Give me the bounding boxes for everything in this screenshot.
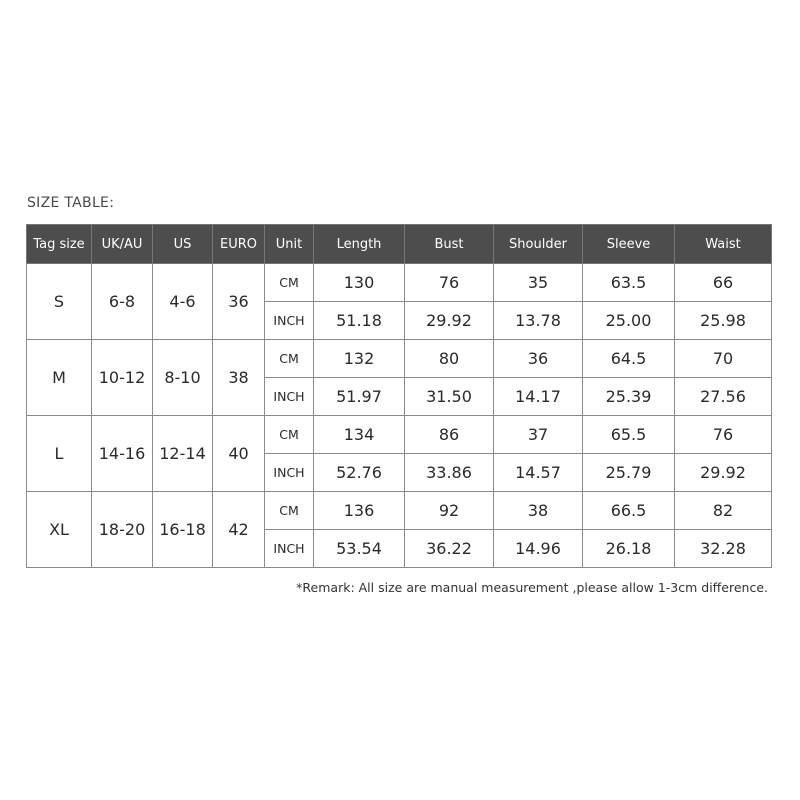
bust-cell: 33.86 <box>405 454 494 492</box>
bust-cell: 92 <box>405 492 494 530</box>
waist-cell: 76 <box>675 416 772 454</box>
waist-cell: 70 <box>675 340 772 378</box>
length-cell: 130 <box>314 264 405 302</box>
waist-cell: 66 <box>675 264 772 302</box>
us-cell: 8-10 <box>153 340 213 416</box>
bust-cell: 31.50 <box>405 378 494 416</box>
header-tag-size: Tag size <box>27 225 92 264</box>
shoulder-cell: 14.17 <box>494 378 583 416</box>
header-sleeve: Sleeve <box>583 225 675 264</box>
euro-cell: 36 <box>213 264 265 340</box>
header-waist: Waist <box>675 225 772 264</box>
bust-cell: 86 <box>405 416 494 454</box>
uk-au-cell: 6-8 <box>92 264 153 340</box>
us-cell: 4-6 <box>153 264 213 340</box>
length-cell: 53.54 <box>314 530 405 568</box>
unit-cell: CM <box>265 492 314 530</box>
shoulder-cell: 14.57 <box>494 454 583 492</box>
us-cell: 12-14 <box>153 416 213 492</box>
header-bust: Bust <box>405 225 494 264</box>
sleeve-cell: 65.5 <box>583 416 675 454</box>
bust-cell: 29.92 <box>405 302 494 340</box>
sleeve-cell: 64.5 <box>583 340 675 378</box>
sleeve-cell: 66.5 <box>583 492 675 530</box>
unit-cell: INCH <box>265 302 314 340</box>
tag-size-cell: L <box>27 416 92 492</box>
unit-cell: INCH <box>265 530 314 568</box>
shoulder-cell: 38 <box>494 492 583 530</box>
shoulder-cell: 13.78 <box>494 302 583 340</box>
table-row <box>27 416 772 454</box>
table-row <box>27 264 772 302</box>
waist-cell: 82 <box>675 492 772 530</box>
length-cell: 134 <box>314 416 405 454</box>
header-shoulder: Shoulder <box>494 225 583 264</box>
euro-cell: 40 <box>213 416 265 492</box>
us-cell: 16-18 <box>153 492 213 568</box>
header-row <box>27 225 772 264</box>
header-unit: Unit <box>265 225 314 264</box>
shoulder-cell: 35 <box>494 264 583 302</box>
unit-cell: CM <box>265 416 314 454</box>
unit-cell: CM <box>265 264 314 302</box>
sleeve-cell: 25.79 <box>583 454 675 492</box>
header-us: US <box>153 225 213 264</box>
length-cell: 51.97 <box>314 378 405 416</box>
uk-au-cell: 18-20 <box>92 492 153 568</box>
header-euro: EURO <box>213 225 265 264</box>
sleeve-cell: 25.39 <box>583 378 675 416</box>
shoulder-cell: 14.96 <box>494 530 583 568</box>
bust-cell: 36.22 <box>405 530 494 568</box>
unit-cell: INCH <box>265 378 314 416</box>
tag-size-cell: M <box>27 340 92 416</box>
sleeve-cell: 63.5 <box>583 264 675 302</box>
table-row <box>27 492 772 530</box>
sleeve-cell: 26.18 <box>583 530 675 568</box>
unit-cell: INCH <box>265 454 314 492</box>
size-table <box>26 224 772 568</box>
length-cell: 136 <box>314 492 405 530</box>
uk-au-cell: 14-16 <box>92 416 153 492</box>
header-length: Length <box>314 225 405 264</box>
unit-cell: CM <box>265 340 314 378</box>
length-cell: 52.76 <box>314 454 405 492</box>
euro-cell: 42 <box>213 492 265 568</box>
waist-cell: 27.56 <box>675 378 772 416</box>
bust-cell: 76 <box>405 264 494 302</box>
waist-cell: 29.92 <box>675 454 772 492</box>
tag-size-cell: S <box>27 264 92 340</box>
shoulder-cell: 37 <box>494 416 583 454</box>
length-cell: 51.18 <box>314 302 405 340</box>
table-row <box>27 340 772 378</box>
page-title: SIZE TABLE: <box>27 195 115 211</box>
euro-cell: 38 <box>213 340 265 416</box>
tag-size-cell: XL <box>27 492 92 568</box>
bust-cell: 80 <box>405 340 494 378</box>
remark-note: *Remark: All size are manual measurement ,please allow 1-3cm difference. <box>296 580 768 595</box>
sleeve-cell: 25.00 <box>583 302 675 340</box>
header-uk-au: UK/AU <box>92 225 153 264</box>
shoulder-cell: 36 <box>494 340 583 378</box>
waist-cell: 25.98 <box>675 302 772 340</box>
waist-cell: 32.28 <box>675 530 772 568</box>
uk-au-cell: 10-12 <box>92 340 153 416</box>
length-cell: 132 <box>314 340 405 378</box>
